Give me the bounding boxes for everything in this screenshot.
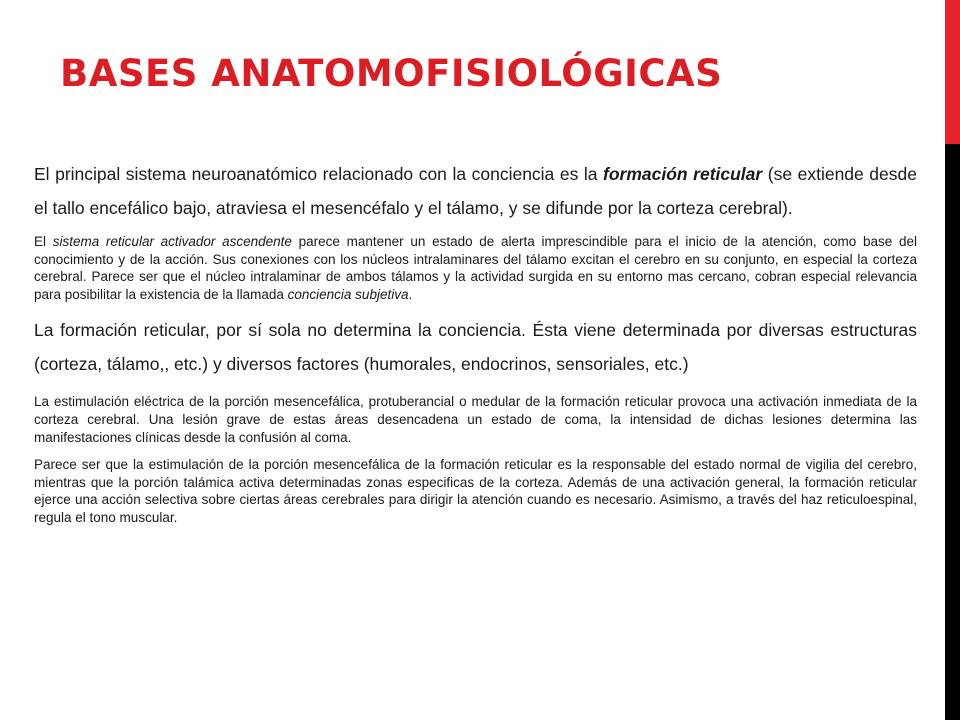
term-conciencia-subjetiva: conciencia subjetiva xyxy=(287,286,409,302)
term-formacion-reticular: formación reticular xyxy=(603,164,763,184)
paragraph-1-text-a: El principal sistema neuroanatómico relacionado con la conciencia es la xyxy=(34,164,604,184)
slide-title: BASES ANATOMOFISIOLÓGICAS xyxy=(60,52,723,95)
paragraph-electrical-stimulation: La estimulación eléctrica de la porción mesencefálica, protuberancial o medular de la formación reticular provoca una activación inmediata de la corteza cerebral. Una lesión grave de estas áreas desencadena un estado de coma, la intensidad de dichas lesiones determina las manifestaciones clínicas desde la confusión al coma. xyxy=(34,394,917,445)
side-bar-red xyxy=(945,0,960,144)
paragraph-sara xyxy=(34,233,917,303)
term-sistema-reticular: sistema reticular activador ascendente xyxy=(52,234,292,249)
paragraph-vigilance: Parece ser que la estimulación de la porción mesencefálica de la formación reticular es la responsable del estado normal de vigilia del cerebro, mientras que la porción talámica activa determinadas zonas especificas de la corteza. Además de una activación general, la formación reticular ejerce una acción selectiva sobre ciertas áreas cerebrales para dirigir la atención cuando es necesario. Asimismo, a través del haz reticuloespinal, regula el tono muscular. xyxy=(34,457,917,525)
side-bar-black xyxy=(945,144,960,720)
paragraph-2-text-c: . xyxy=(408,286,413,302)
paragraph-2-text-b: parece mantener un estado de alerta imprescindible para el inicio de la atención, como base del conocimiento y de la acción. Sus conexiones con los núcleos intralaminares del tálamo excitan el cerebro en su conjunto, en especial la corteza cerebral. Parece ser que el núcleo intralaminar de ambos tálamos y la actividad surgida en su entorno mas cercano, cobran especial relevancia para posibilitar la existencia de la llamada xyxy=(34,234,917,302)
slide-body xyxy=(34,158,917,537)
paragraph-consciousness-factors: La formación reticular, por sí sola no determina la conciencia. Ésta viene determinada por diversas estructuras (corteza, tálamo,, etc.) y diversos factores (humorales, endocrinos, sensoriales, etc.) xyxy=(34,320,917,374)
paragraph-2-text-a: El xyxy=(34,234,53,249)
paragraph-reticular-formation xyxy=(34,158,917,225)
paragraph-1-text-b: (se extiende desde el tallo encefálico bajo, atraviesa el mesencéfalo y el tálamo, y se difunde por la corteza cerebral). xyxy=(34,164,917,218)
